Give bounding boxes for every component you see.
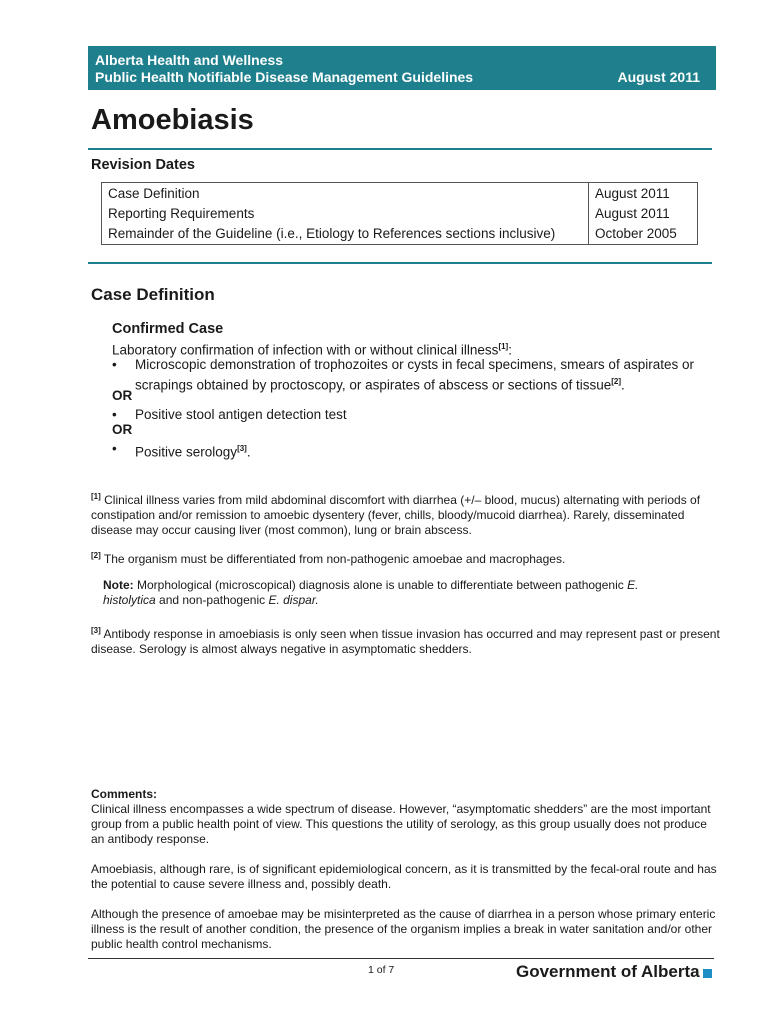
- intro-end: :: [508, 342, 512, 358]
- bullet-marker: •: [112, 407, 117, 422]
- note-species: E. histolytica: [103, 578, 639, 607]
- footnote-mark: [2]: [91, 551, 101, 560]
- bullet-end: .: [246, 444, 251, 460]
- note-species: E. dispar.: [268, 593, 319, 607]
- comments-paragraph-1: Clinical illness encompasses a wide spectrum of disease. However, “asymptomatic shedders” are the most important group from a public health point of view. This questions the utility of serology, as this group usually does not produce an antibody response.: [91, 802, 711, 846]
- footnote-text: The organism must be differentiated from non-pathogenic amoebae and macrophages.: [100, 552, 566, 566]
- bullet-end: .: [621, 377, 625, 393]
- comments-paragraph-3: Although the presence of amoebae may be misinterpreted as the cause of diarrhea in a person whose primary enteric illness is the result of another condition, the presence of the organism implies a break in water sanitation and/or other public health control mechanisms.: [91, 907, 716, 951]
- note-paragraph: [103, 578, 693, 608]
- case-definition-heading: Case Definition: [91, 285, 215, 304]
- revision-item: Case Definition: [102, 183, 589, 205]
- title-divider: [88, 148, 712, 150]
- government-logo-square-icon: [703, 969, 712, 978]
- revision-date: October 2005: [595, 226, 677, 241]
- note-text: Morphological (microscopical) diagnosis alone is unable to differentiate between pathogenic: [133, 578, 628, 592]
- header-series-title: Public Health Notifiable Disease Management Guidelines: [95, 69, 474, 85]
- bullet-microscopic-line1: Microscopic demonstration of trophozoites or cysts in fecal specimens, smears of aspirates or: [135, 357, 694, 372]
- footnote-ref: [2]: [611, 377, 622, 386]
- revision-heading: Revision Dates: [91, 157, 195, 173]
- bullet-marker: •: [112, 357, 117, 372]
- revision-item: Reporting Requirements: [102, 204, 589, 224]
- footnote-text: Clinical illness varies from mild abdominal discomfort with diarrhea (+/– blood, mucus) alternating with periods of constipation and/or remission to amoebic dysentery (fever, chills, bloody/mucoid diarrhea). Rarely, disseminated disease may occur causing liver (most common), lung or brain abscess.: [91, 493, 701, 537]
- page-title: Amoebiasis: [91, 104, 254, 136]
- table-row: [102, 224, 698, 245]
- intro-text: Laboratory confirmation of infection with or without clinical illness: [112, 342, 499, 358]
- table-row: [102, 183, 698, 205]
- footer-divider: [88, 958, 714, 959]
- confirmed-case-heading: Confirmed Case: [112, 321, 224, 337]
- footnote-text: Antibody response in amoebiasis is only seen when tissue invasion has occurred and may represent past or present disease. Serology is almost always negative in asymptomatic shedders.: [91, 627, 720, 656]
- footnote-mark: [3]: [91, 626, 101, 635]
- footnote-3: [91, 623, 721, 657]
- bullet-serology: [135, 440, 251, 461]
- page-number: 1 of 7: [368, 964, 395, 976]
- document-header-bar: [88, 46, 716, 90]
- header-org: Alberta Health and Wellness: [95, 52, 284, 68]
- bullet-text: scrapings obtained by proctoscopy, or aspirates of abscess or sections of tissue: [135, 377, 612, 393]
- or-connector: OR: [112, 422, 133, 437]
- bullet-text: Positive serology: [135, 444, 238, 460]
- footnote-mark: [1]: [91, 492, 101, 501]
- comments-paragraph-2: Amoebiasis, although rare, is of significant epidemiological concern, as it is transmitted by the fecal-oral route and has the potential to cause severe illness and, possibly death.: [91, 862, 717, 891]
- revision-table: [101, 182, 698, 245]
- footnote-2: [91, 548, 721, 567]
- revision-date: August 2011: [595, 186, 670, 201]
- header-date: August 2011: [617, 69, 700, 85]
- bullet-antigen: Positive stool antigen detection test: [135, 407, 347, 422]
- revision-item: Remainder of the Guideline (i.e., Etiology to References sections inclusive): [102, 224, 589, 245]
- footnote-ref: [3]: [237, 444, 247, 453]
- comments-heading: Comments:: [91, 787, 158, 801]
- bullet-marker: •: [112, 441, 117, 456]
- revision-date: August 2011: [595, 206, 670, 221]
- section-divider: [88, 262, 712, 264]
- or-connector: OR: [112, 388, 133, 403]
- footnote-1: [91, 489, 721, 538]
- government-logo-text: Government of Alberta: [516, 962, 700, 981]
- table-row: [102, 204, 698, 224]
- footnote-ref: [1]: [498, 342, 509, 351]
- note-label: Note:: [103, 578, 134, 592]
- bullet-microscopic-line2: [135, 373, 625, 394]
- note-text: and non-pathogenic: [155, 593, 269, 607]
